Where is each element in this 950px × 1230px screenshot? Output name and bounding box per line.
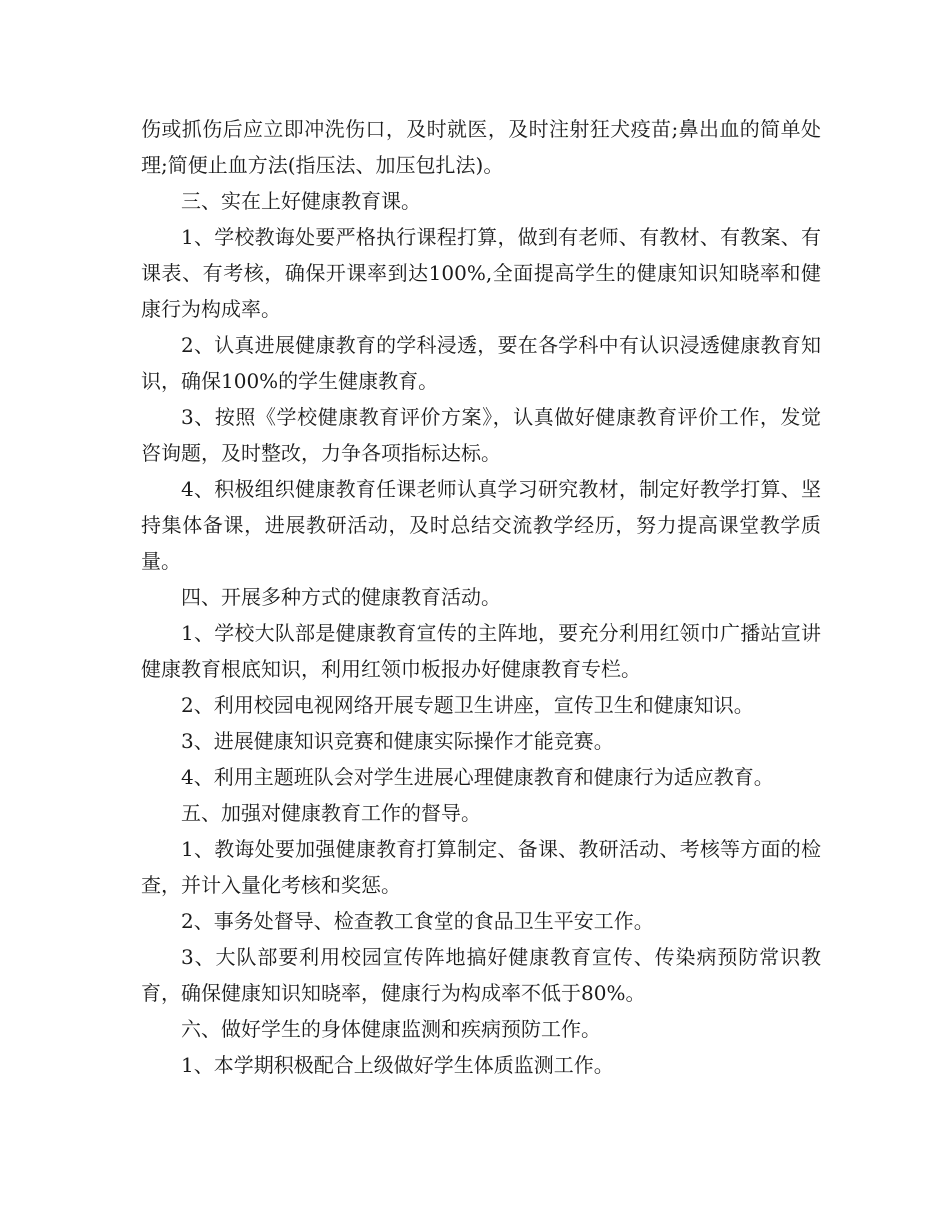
paragraph-3-4: 4、积极组织健康教育任课老师认真学习研究教材，制定好教学打算、坚持集体备课，进展教研活动，及时总结交流教学经历，努力提高课堂教学质量。	[141, 477, 821, 573]
document-body	[141, 111, 821, 1083]
paragraph-3-2: 2、认真进展健康教育的学科浸透，要在各学科中有认识浸透健康教育知识，确保100%的学生健康教育。	[141, 333, 821, 393]
paragraph-1: 伤或抓伤后应立即冲洗伤口，及时就医，及时注射狂犬疫苗;鼻出血的简单处理;简便止血方法(指压法、加压包扎法)。	[141, 117, 821, 177]
paragraph-4-1: 1、学校大队部是健康教育宣传的主阵地，要充分利用红领巾广播站宣讲健康教育根底知识，利用红领巾板报办好健康教育专栏。	[141, 621, 821, 681]
section-heading-5: 五、加强对健康教育工作的督导。	[181, 801, 481, 825]
section-heading-6: 六、做好学生的身体健康监测和疾病预防工作。	[181, 1017, 601, 1041]
paragraph-3-3: 3、按照《学校健康教育评价方案》，认真做好健康教育评价工作，发觉咨询题，及时整改，力争各项指标达标。	[141, 405, 821, 465]
paragraph-4-3: 3、进展健康知识竞赛和健康实际操作才能竞赛。	[181, 729, 614, 753]
section-heading-3: 三、实在上好健康教育课。	[181, 189, 421, 213]
paragraph-3-1: 1、学校教诲处要严格执行课程打算，做到有老师、有教材、有教案、有课表、有考核，确保开课率到达100%,全面提高学生的健康知识知晓率和健康行为构成率。	[141, 225, 821, 321]
paragraph-5-1: 1、教诲处要加强健康教育打算制定、备课、教研活动、考核等方面的检查，并计入量化考核和奖惩。	[141, 837, 821, 897]
paragraph-4-2: 2、利用校园电视网络开展专题卫生讲座，宣传卫生和健康知识。	[181, 693, 754, 717]
paragraph-5-2: 2、事务处督导、检查教工食堂的食品卫生平安工作。	[181, 909, 654, 933]
section-heading-4: 四、开展多种方式的健康教育活动。	[181, 585, 501, 609]
paragraph-6-1: 1、本学期积极配合上级做好学生体质监测工作。	[181, 1053, 614, 1077]
paragraph-4-4: 4、利用主题班队会对学生进展心理健康教育和健康行为适应教育。	[181, 765, 774, 789]
paragraph-5-3: 3、大队部要利用校园宣传阵地搞好健康教育宣传、传染病预防常识教育，确保健康知识知晓率，健康行为构成率不低于80%。	[141, 945, 821, 1005]
